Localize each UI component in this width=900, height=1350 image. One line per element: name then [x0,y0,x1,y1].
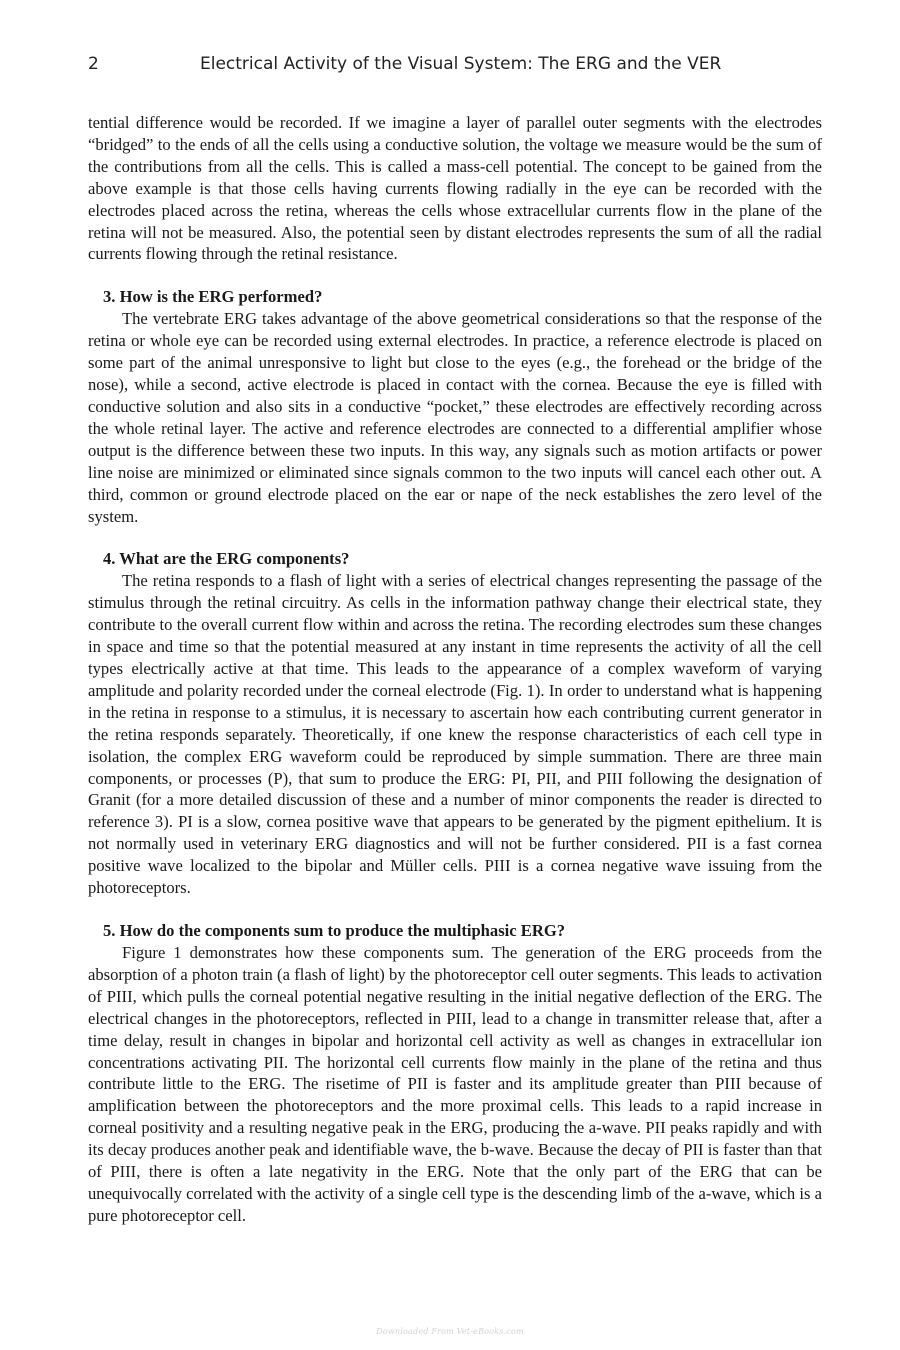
section-paragraph: Figure 1 demonstrates how these components sum. The generation of the ERG proceeds from the absorption of a photon train (a flash of light) by the photoreceptor cell outer segments. This leads to activation of PIII, which pulls the corneal potential negative resulting in the initial negative deflection of the ERG. The electrical changes in the photoreceptors, reflected in PIII, lead to a change in transmitter release that, after a time delay, result in changes in bipolar and horizontal cell activity as well as changes in extracellular ion concentrations activating PII. The horizontal cell currents flow mainly in the plane of the retina and thus contribute little to the ERG. The risetime of PII is faster and its amplitude greater than PIII because of amplification between the photoreceptors and the more proximal cells. This leads to a rapid increase in corneal positivity and a resulting negative peak in the ERG, producing the a-wave. PII peaks rapidly and with its decay produces another peak and identifiable wave, the b-wave. Because the decay of PII is faster than that of PIII, there is often a late negativity in the ERG. Note that the only part of the ERG that can be unequivocally correlated with the activity of a single cell type is the descending limb of the a-wave, which is a pure photoreceptor cell. [88,943,822,1225]
intro-paragraph: tential difference would be recorded. If we imagine a layer of parallel outer segments with the electrodes “bridged” to the ends of all the cells using a conductive solution, the voltage we measure would be the sum of the contributions from all the cells. This is called a mass-cell potential. The concept to be gained from the above example is that those cells having currents flowing radially in the eye can be recorded with the electrodes placed across the retina, whereas the cells whose extracellular currents flow in the plane of the retina will not be measured. Also, the potential seen by distant electrodes represents the sum of all the radial currents flowing through the retinal resistance. [88,113,822,264]
watermark: Downloaded From Vet-eBooks.com [376,1327,524,1336]
section-paragraph: The vertebrate ERG takes advantage of the above geometrical considerations so that the response of the retina or whole eye can be recorded using external electrodes. In practice, a reference electrode is placed on some part of the animal unresponsive to light but close to the eyes (e.g., the forehead or the bridge of the nose), while a second, active electrode is placed in contact with the cornea. Because the eye is filled with conductive solution and also sits in a conductive “pocket,” these electrodes are effectively recording across the whole retinal layer. The active and reference electrodes are connected to a differential amplifier whose output is the difference between these two inputs. In this way, any signals such as motion artifacts or power line noise are minimized or eliminated since signals common to the two inputs will cancel each other out. A third, common or ground electrode placed on the ear or nape of the neck establishes the zero level of the system. [88,309,822,526]
running-title: Electrical Activity of the Visual System: The ERG and the VER [200,54,722,74]
page-number: 2 [88,54,99,74]
body-text [88,112,822,1227]
running-header [88,54,812,82]
section-heading: 5. How do the components sum to produce the multiphasic ERG? [103,921,566,940]
section-multiphasic-erg [88,920,822,1227]
section-heading: 3. How is the ERG performed? [103,287,323,307]
section-erg-performed [88,286,822,527]
section-erg-components [88,548,822,899]
section-heading: 4. What are the ERG components? [103,549,350,569]
section-paragraph: The retina responds to a flash of light with a series of electrical changes representing the passage of the stimulus through the retinal circuitry. As cells in the information pathway change their electrical state, they contribute to the overall current flow within and across the retina. The recording electrodes sum these changes in space and time so that the potential measured at any instant in time represents the activity of all the cell types electrically active at that time. This leads to the appearance of a complex waveform of varying amplitude and polarity recorded under the corneal electrode (Fig. 1). In order to understand what is happening in the retina in response to a stimulus, it is necessary to ascertain how each contributing current generator in the retina responds separately. Theoretically, if one knew the response characteristics of each cell type in isolation, the complex ERG waveform could be reproduced by simple summation. There are three main components, or processes (P), that sum to produce the ERG: PI, PII, and PIII following the designation of Granit (for a more detailed discussion of these and a number of minor components the reader is directed to reference 3). PI is a slow, cornea positive wave that appears to be generated by the pigment epithelium. It is not normally used in veterinary ERG diagnostics and will not be further considered. PII is a fast cornea positive wave localized to the bipolar and Müller cells. PIII is a cornea negative wave issuing from the photoreceptors. [88,571,822,898]
